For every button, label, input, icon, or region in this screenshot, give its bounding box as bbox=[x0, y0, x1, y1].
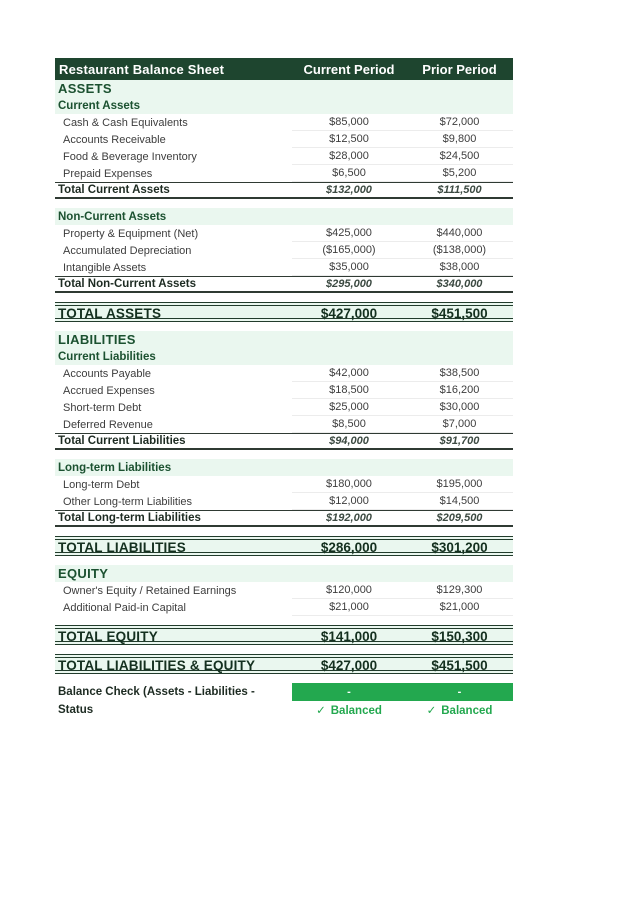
current-period-value: ($165,000) bbox=[292, 242, 406, 259]
prior-period-value: $38,500 bbox=[406, 365, 513, 382]
current-period-value: $141,000 bbox=[320, 629, 378, 644]
row-label: Long-term Debt bbox=[63, 478, 140, 491]
subtotal-row bbox=[55, 276, 513, 293]
row-label: Total Long-term Liabilities bbox=[58, 512, 201, 524]
prior-period-value: $195,000 bbox=[406, 476, 513, 493]
grand-total-row bbox=[55, 625, 513, 645]
prior-period-value: ($138,000) bbox=[406, 242, 513, 259]
line-item-row bbox=[55, 399, 513, 416]
current-period-value: $12,500 bbox=[292, 131, 406, 148]
section-spacer bbox=[55, 450, 513, 459]
line-item-row bbox=[55, 382, 513, 399]
row-label: Non-Current Assets bbox=[58, 210, 167, 223]
line-item-row bbox=[55, 365, 513, 382]
line-item-row bbox=[55, 225, 513, 242]
current-period-value: $425,000 bbox=[292, 225, 406, 242]
current-period-value: $8,500 bbox=[292, 416, 406, 433]
balance-check-row bbox=[55, 683, 513, 701]
current-period-value: $35,000 bbox=[292, 259, 406, 276]
row-label: Owner's Equity / Retained Earnings bbox=[63, 584, 237, 597]
status-row bbox=[55, 701, 513, 718]
prior-period-value: $9,800 bbox=[406, 131, 513, 148]
prior-period-value: $451,500 bbox=[431, 658, 488, 673]
status-text: Balanced bbox=[441, 704, 493, 717]
section-header-row bbox=[55, 331, 513, 348]
line-item-row bbox=[55, 476, 513, 493]
row-label: Accounts Receivable bbox=[63, 133, 166, 146]
prior-period-value: $440,000 bbox=[406, 225, 513, 242]
subsection-header-row bbox=[55, 348, 513, 365]
line-item-row bbox=[55, 148, 513, 165]
section-spacer bbox=[55, 674, 513, 683]
section-spacer bbox=[55, 556, 513, 565]
section-spacer bbox=[55, 293, 513, 302]
prior-period-value: $340,000 bbox=[436, 278, 483, 290]
balance-sheet bbox=[55, 58, 513, 718]
prior-period-value: $5,200 bbox=[406, 165, 513, 182]
row-label: Current Liabilities bbox=[58, 350, 156, 363]
prior-period-value: $301,200 bbox=[431, 540, 488, 555]
check-icon: ✓ bbox=[426, 704, 437, 717]
subsection-header-row bbox=[55, 97, 513, 114]
section-header-row bbox=[55, 80, 513, 97]
row-label: ASSETS bbox=[58, 81, 112, 96]
prior-period-value: $24,500 bbox=[406, 148, 513, 165]
prior-period-value: $16,200 bbox=[406, 382, 513, 399]
row-label: Accounts Payable bbox=[63, 367, 152, 380]
line-item-row bbox=[55, 259, 513, 276]
row-label: TOTAL LIABILITIES bbox=[58, 540, 186, 555]
current-period-value: $192,000 bbox=[326, 512, 372, 524]
row-label: Additional Paid-in Capital bbox=[63, 601, 186, 614]
current-period-value: $427,000 bbox=[320, 306, 378, 321]
current-period-value: $12,000 bbox=[292, 493, 406, 510]
line-item-row bbox=[55, 114, 513, 131]
current-period-value: $427,000 bbox=[320, 658, 378, 673]
row-label: Balance Check (Assets - Liabilities - bbox=[58, 686, 255, 698]
prior-period-value: $91,700 bbox=[439, 435, 480, 447]
row-label: Deferred Revenue bbox=[63, 418, 153, 431]
prior-period-value: $7,000 bbox=[406, 416, 513, 433]
prior-period-value: $38,000 bbox=[406, 259, 513, 276]
prior-period-column-header: Prior Period bbox=[422, 61, 497, 77]
current-period-value: - bbox=[292, 683, 406, 701]
grand-total-row bbox=[55, 654, 513, 674]
section-spacer bbox=[55, 322, 513, 331]
line-item-row bbox=[55, 416, 513, 433]
row-label: Property & Equipment (Net) bbox=[63, 227, 199, 240]
row-label: LIABILITIES bbox=[58, 332, 136, 347]
line-item-row bbox=[55, 131, 513, 148]
current-period-value: $42,000 bbox=[292, 365, 406, 382]
line-item-row bbox=[55, 582, 513, 599]
check-icon: ✓ bbox=[316, 704, 326, 717]
prior-period-value bbox=[406, 703, 513, 717]
line-item-row bbox=[55, 242, 513, 259]
row-label: Total Current Assets bbox=[58, 184, 170, 196]
sheet-title: Restaurant Balance Sheet bbox=[59, 61, 225, 77]
current-period-value: $28,000 bbox=[292, 148, 406, 165]
line-item-row bbox=[55, 599, 513, 616]
row-label: Total Current Liabilities bbox=[58, 435, 186, 447]
section-spacer bbox=[55, 645, 513, 654]
balance-sheet-rows bbox=[55, 80, 513, 718]
current-period-value: $120,000 bbox=[292, 582, 406, 599]
prior-period-value: $30,000 bbox=[406, 399, 513, 416]
current-period-value: $21,000 bbox=[292, 599, 406, 616]
row-label: Current Assets bbox=[58, 99, 141, 112]
current-period-value: $94,000 bbox=[329, 435, 369, 447]
current-period-column-header: Current Period bbox=[303, 61, 395, 77]
row-label: Long-term Liabilities bbox=[58, 461, 172, 474]
prior-period-value: $451,500 bbox=[431, 306, 488, 321]
subsection-header-row bbox=[55, 208, 513, 225]
prior-period-value: $129,300 bbox=[406, 582, 513, 599]
prior-period-value: $111,500 bbox=[437, 184, 482, 196]
row-label: Prepaid Expenses bbox=[63, 167, 153, 180]
section-spacer bbox=[55, 616, 513, 625]
prior-period-value: $21,000 bbox=[406, 599, 513, 616]
row-label: EQUITY bbox=[58, 566, 109, 581]
prior-period-value: - bbox=[406, 683, 513, 701]
row-label: Intangible Assets bbox=[63, 261, 147, 274]
current-period-value: $286,000 bbox=[320, 540, 378, 555]
row-label: Status bbox=[58, 703, 94, 716]
row-label: Food & Beverage Inventory bbox=[63, 150, 197, 163]
row-label: TOTAL ASSETS bbox=[58, 306, 162, 321]
prior-period-value: $72,000 bbox=[406, 114, 513, 131]
header-row bbox=[55, 58, 513, 80]
row-label: Accumulated Depreciation bbox=[63, 244, 192, 257]
current-period-value: $25,000 bbox=[292, 399, 406, 416]
row-label: Total Non-Current Assets bbox=[58, 278, 197, 290]
current-period-value: $6,500 bbox=[292, 165, 406, 182]
current-period-value: $132,000 bbox=[326, 184, 372, 196]
prior-period-value: $150,300 bbox=[431, 629, 488, 644]
subsection-header-row bbox=[55, 459, 513, 476]
prior-period-value: $14,500 bbox=[406, 493, 513, 510]
row-label: Short-term Debt bbox=[63, 401, 142, 414]
grand-total-row bbox=[55, 302, 513, 322]
current-period-value: $295,000 bbox=[326, 278, 372, 290]
section-spacer bbox=[55, 199, 513, 208]
row-label: Cash & Cash Equivalents bbox=[63, 116, 188, 129]
row-label: Accrued Expenses bbox=[63, 384, 155, 397]
subtotal-row bbox=[55, 510, 513, 527]
row-label: TOTAL EQUITY bbox=[58, 629, 158, 644]
prior-period-value: $209,500 bbox=[436, 512, 483, 524]
subtotal-row bbox=[55, 433, 513, 450]
row-label: Other Long-term Liabilities bbox=[63, 495, 193, 508]
current-period-value bbox=[292, 703, 406, 717]
current-period-value: $180,000 bbox=[292, 476, 406, 493]
section-header-row bbox=[55, 565, 513, 582]
line-item-row bbox=[55, 165, 513, 182]
section-spacer bbox=[55, 527, 513, 536]
line-item-row bbox=[55, 493, 513, 510]
subtotal-row bbox=[55, 182, 513, 199]
row-label: TOTAL LIABILITIES & EQUITY bbox=[58, 658, 256, 673]
current-period-value: $18,500 bbox=[292, 382, 406, 399]
status-text: Balanced bbox=[330, 704, 382, 717]
grand-total-row bbox=[55, 536, 513, 556]
current-period-value: $85,000 bbox=[292, 114, 406, 131]
